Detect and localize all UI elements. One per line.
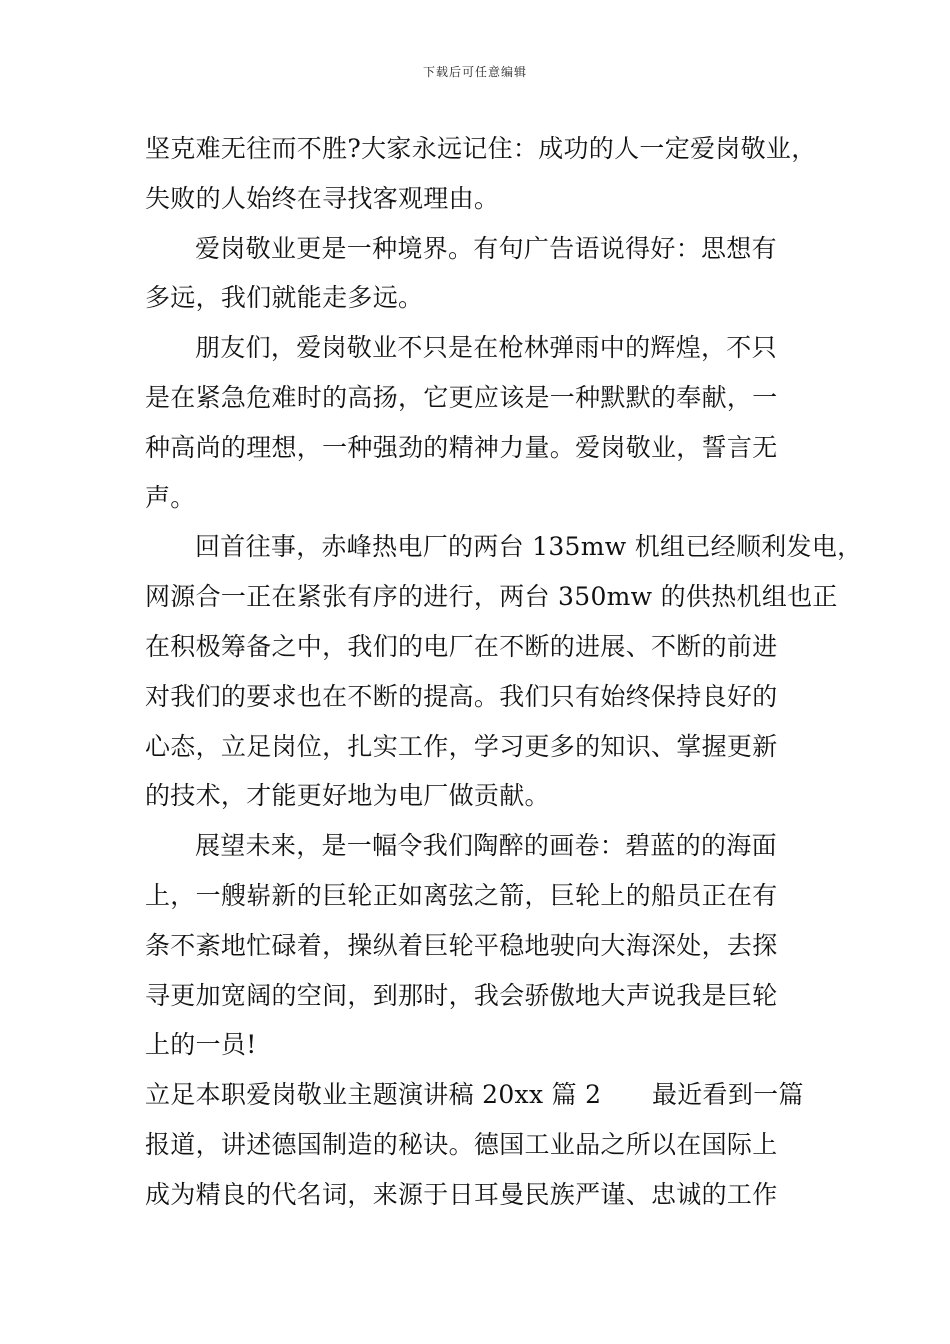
text-line: 上的一员! (145, 1030, 257, 1060)
text-line: 爱岗敬业更是一种境界。有句广告语说得好：思想有 (195, 233, 777, 263)
text-line: 对我们的要求也在不断的提高。我们只有始终保持良好的 (145, 681, 778, 711)
text-line: 寻更加宽阔的空间，到那时，我会骄傲地大声说我是巨轮 (145, 980, 778, 1010)
text-line: 声。 (145, 482, 196, 512)
text-line: 成为精良的代名词，来源于日耳曼民族严谨、忠诚的工作 (145, 1179, 778, 1209)
text-line: 上，一艘崭新的巨轮正如离弦之箭，巨轮上的船员正在有 (145, 880, 778, 910)
text-line: 展望未来，是一幅令我们陶醉的画卷：碧蓝的的海面 (195, 831, 777, 861)
text-line: 坚克难无往而不胜?大家永远记住：成功的人一定爱岗敬业， (145, 134, 817, 163)
text-line: 在积极筹备之中，我们的电厂在不断的进展、不断的前进 (145, 631, 778, 661)
page-header: 下载后可任意编辑 (422, 65, 527, 79)
document-body (145, 124, 863, 1220)
text-line: 朋友们，爱岗敬业不只是在枪林弹雨中的辉煌，不只 (195, 333, 777, 363)
text-line: 条不紊地忙碌着，操纵着巨轮平稳地驶向大海深处，去探 (145, 930, 778, 960)
text-line: 网源合一正在紧张有序的进行，两台 350mw 的供热机组也正 (145, 582, 838, 612)
text-line: 是在紧急危难时的高扬，它更应该是一种默默的奉献，一 (145, 382, 778, 412)
text-line: 报道，讲述德国制造的秘诀。德国工业品之所以在国际上 (145, 1129, 778, 1159)
text-line: 失败的人始终在寻找客观理由。 (145, 183, 500, 213)
text-line: 种高尚的理想，一种强劲的精神力量。爱岗敬业，誓言无 (145, 432, 778, 462)
text-line: 多远，我们就能走多远。 (145, 283, 424, 313)
text-line: 的技术，才能更好地为电厂做贡献。 (145, 781, 550, 811)
text-line: 心态，立足岗位，扎实工作，学习更多的知识、掌握更新 (145, 731, 778, 761)
text-line: 回首往事，赤峰热电厂的两台 135mw 机组已经顺利发电， (195, 532, 863, 562)
text-line: 立足本职爱岗敬业主题演讲稿 20xx 篇 2 最近看到一篇 (145, 1080, 804, 1110)
